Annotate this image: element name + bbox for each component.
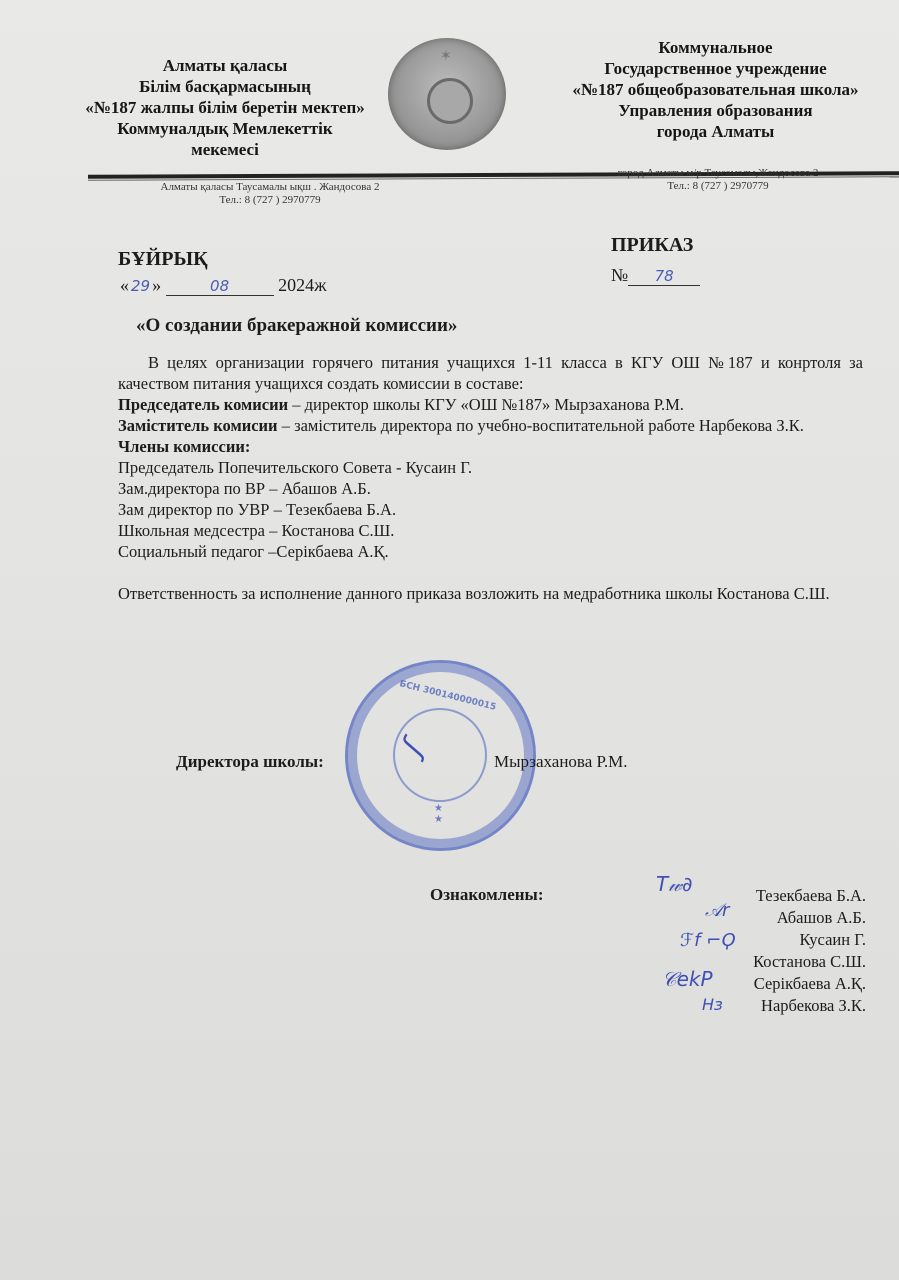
number-sign: №: [611, 265, 629, 285]
header-russian: [548, 37, 883, 142]
header-ru-line: Государственное учреждение: [604, 59, 827, 78]
emblem-center: [427, 78, 473, 124]
chair-line: [118, 394, 863, 415]
header-ru-line: «№187 общеобразовательная школа»: [572, 80, 859, 99]
order-number: [611, 265, 700, 286]
header-kz-line: Білім басқармасының: [139, 77, 311, 96]
acknowledged-list: [753, 885, 866, 1017]
header-ru-line: Коммунальное: [658, 38, 773, 57]
member-item: Социальный педагог –Серікбаева А.Қ.: [118, 542, 389, 561]
deputy-line: [118, 415, 863, 436]
responsibility-paragraph: Ответственность за исполнение данного приказа возложить на медработника школы Костанова С.Ш.: [118, 584, 830, 603]
members-label: Члены комиссии:: [118, 437, 251, 456]
quote-close: »: [152, 275, 162, 295]
signature-scribble-icon: ℱf ⌐Ϙ: [680, 930, 736, 951]
acknowledged-name: Серікбаева А.Қ.: [753, 974, 866, 993]
deputy-label: Заміститель комисии: [118, 416, 278, 435]
address-russian: [588, 167, 848, 193]
signature-scribble-icon: 𝒜r: [705, 900, 730, 921]
header-kz-line: мекемесі: [191, 140, 259, 159]
member-item: Школьная медсестра – Костанова С.Ш.: [118, 521, 395, 540]
acknowledged-name: Тезекбаева Б.А.: [755, 886, 866, 905]
stamp-emblem-icon: [393, 708, 487, 802]
header-kazakh: [60, 55, 390, 160]
address-line: Алматы қаласы Таусамалы ықш . Жандосова 2: [160, 181, 380, 193]
deputy-text: – заміститель директора по учебно-воспитательной работе Нарбекова З.К.: [277, 416, 804, 435]
acknowledged-name: Костанова С.Ш.: [753, 952, 866, 971]
header-kz-line: Коммуналдық Мемлекеттік: [117, 119, 333, 138]
member-item: Зам.директора по ВР – Абашов А.Б.: [118, 479, 371, 498]
acknowledged-name: Нарбекова З.К.: [761, 996, 866, 1015]
date-day-handwritten: 29: [131, 277, 151, 295]
acknowledged-label: Ознакомлены:: [430, 885, 544, 904]
member-item: Зам директор по УВР – Тезекбаева Б.А.: [118, 500, 397, 519]
order-number-handwritten: 78: [628, 267, 700, 286]
intro-paragraph: В целях организации горячего питания учащихся 1-11 класса в КГУ ОШ №187 и конртоля за качеством питания учащихся создать комиссии в составе:: [118, 353, 863, 393]
address-line: город Алматы м/р Таусамалы,Жандосова 2: [617, 167, 819, 179]
star-icon: ✶: [440, 49, 452, 64]
stamp-bsn: БСН 300140000015: [398, 679, 498, 713]
order-title-russian: ПРИКАЗ: [611, 234, 694, 256]
acknowledged-name: Кусаин Г.: [799, 930, 866, 949]
director-label: Директора школы:: [176, 752, 324, 771]
member-item: Председатель Попечительского Совета - Кусаин Г.: [118, 458, 473, 477]
acknowledged-name: Абашов А.Б.: [776, 908, 866, 927]
director-name: Мырзаханова Р.М.: [494, 752, 628, 771]
order-body: [118, 352, 863, 604]
phone-line: Тел.: 8 (727 ) 2970779: [219, 194, 321, 206]
state-emblem-icon: [388, 38, 506, 150]
signature-scribble-icon: Т𝓌∂: [656, 872, 693, 896]
stamp-stars-icon: ★ ★: [434, 803, 443, 825]
director-signature-icon: ʃ: [395, 734, 431, 761]
quote-open: «: [120, 275, 129, 295]
header-kz-line: Алматы қаласы: [162, 56, 288, 75]
phone-line: Тел.: 8 (727 ) 2970779: [667, 180, 769, 192]
order-date: [120, 275, 327, 296]
chair-text: – директор школы КГУ «ОШ №187» Мырзаханова Р.М.: [288, 395, 684, 414]
header-kz-line: «№187 жалпы білім беретін мектеп»: [85, 98, 365, 117]
signature-scribble-icon: Hɜ: [702, 995, 723, 1014]
chair-label: Председатель комисии: [118, 395, 289, 414]
header-ru-line: города Алматы: [656, 122, 775, 141]
address-kazakh: [130, 181, 410, 207]
signature-scribble-icon: 𝒞ekP: [662, 967, 713, 991]
date-month-handwritten: 08: [166, 277, 274, 296]
date-year: 2024ж: [278, 275, 327, 295]
spacer: [118, 562, 863, 583]
header-ru-line: Управления образования: [618, 101, 813, 120]
order-subject: «О создании бракеражной комиссии»: [136, 315, 458, 336]
order-title-kazakh: БҰЙРЫҚ: [118, 248, 208, 270]
